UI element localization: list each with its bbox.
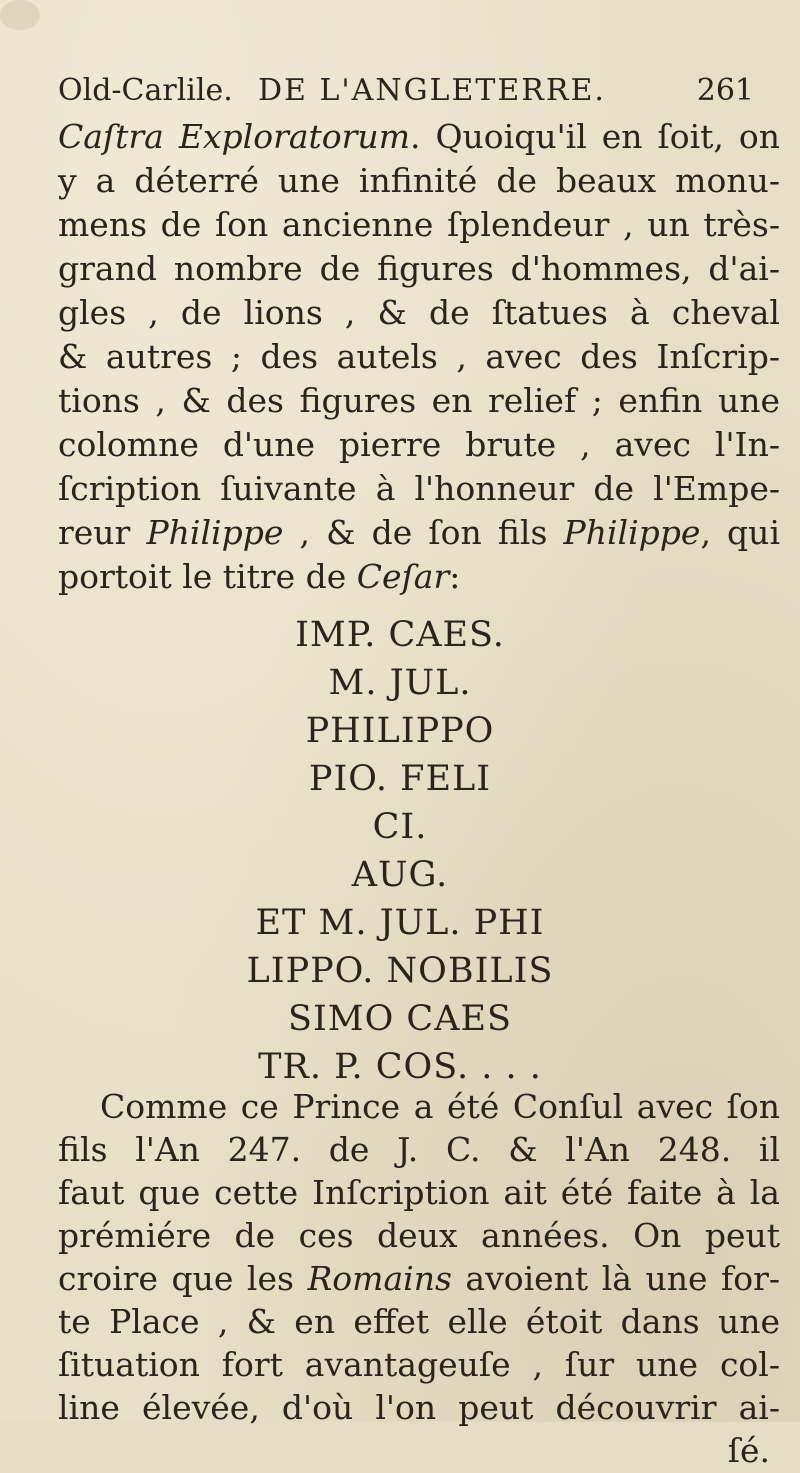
text-line: Comme ce Prince a été Conſul avec ſon — [100, 1087, 780, 1126]
text-line: y a déterré une infinité de beaux monu- — [58, 161, 780, 200]
text-line: fils l'An 247. de J. C. & l'An 248. il — [58, 1130, 780, 1169]
catchword: ſé. — [727, 1431, 770, 1470]
inscription-line: TR. P. COS. . . . — [258, 1047, 542, 1087]
inscription-line: M. JUL. — [328, 663, 472, 703]
text-line: grand nombre de figures d'hommes, d'ai- — [58, 249, 780, 288]
text-line: line élevée, d'où l'on peut découvrir ai- — [58, 1388, 780, 1427]
text-line: & autres ; des autels , avec des Inſcrip- — [58, 337, 780, 376]
text-line: gles , de lions , & de ſtatues à cheval — [58, 293, 780, 332]
text-line: ſituation fort avantageuſe , ſur une col- — [58, 1345, 780, 1384]
inscription-line: SIMO CAES — [287, 999, 513, 1039]
inscription-line: IMP. CAES. — [295, 615, 505, 655]
inscription-line: ET M. JUL. PHI — [255, 903, 545, 943]
header-title: DE L'ANGLETERRE. — [258, 73, 606, 108]
text-line: colomne d'une pierre brute , avec l'In- — [58, 425, 780, 464]
inscription-line: AUG. — [351, 855, 449, 895]
text-line: tions , & des figures en relief ; enfin une — [58, 381, 780, 420]
text-line: prémiére de ces deux années. On peut — [58, 1216, 780, 1255]
header-place: Old-Carlile. — [58, 73, 233, 108]
page-number: 261 — [696, 73, 754, 108]
inscription-line: CI. — [372, 807, 428, 847]
page-stain — [0, 0, 40, 30]
inscription-line: LIPPO. NOBILIS — [246, 951, 554, 991]
text-line: faut que cette Inſcription ait été faite à la — [58, 1173, 780, 1212]
running-header — [58, 66, 758, 116]
text-line: mens de ſon ancienne ſplendeur , un très- — [58, 205, 780, 244]
text-line: te Place , & en effet elle étoit dans une — [58, 1302, 780, 1341]
text-line: reur Philippe , & de ſon fils Philippe, qui — [58, 513, 780, 552]
text-line: portoit le titre de Ceſar: — [58, 557, 461, 596]
inscription-line: PIO. FELI — [308, 759, 492, 799]
text-line: ſcription ſuivante à l'honneur de l'Empe- — [58, 469, 780, 508]
text-line: croire que les Romains avoient là une for- — [58, 1259, 780, 1298]
text-line: Caſtra Exploratorum. Quoiqu'il en ſoit, on — [58, 117, 780, 156]
inscription-line: PHILIPPO — [305, 711, 495, 751]
